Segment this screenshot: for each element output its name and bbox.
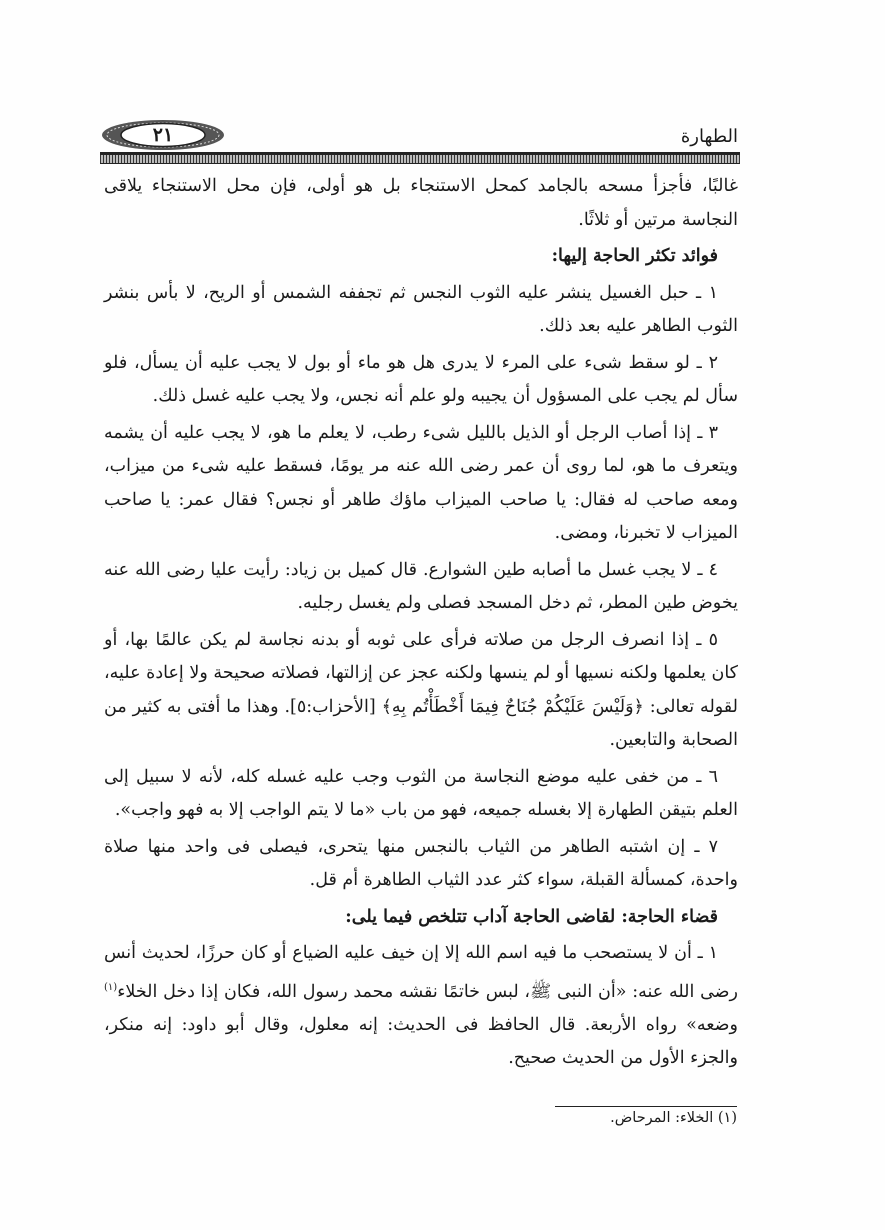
- footnote: (١) الخلاء: المرحاض.: [610, 1110, 737, 1126]
- list-item-text: ١ ـ أن لا يستصحب ما فيه اسم الله إلا إن خيف عليه الضياع أو كان حرزًا، لحديث أنس رضى الله عنه: «أن النبى ﷺ، لبس خاتمًا نقشه محمد رسول الله، فكان إذا دخل الخلاء: [104, 943, 738, 1002]
- list-item: ٣ ـ إذا أصاب الرجل أو الذيل بالليل شىء رطب، لا يعلم ما هو، لا يجب عليه أن يشمه ويتعرف ما هو، لما روى أن عمر رضى الله عنه مر يومًا، فسقط عليه شىء من ميزاب، ومعه صاحب له فقال: يا صاحب الميزاب ماؤك طاهر أو نجس؟ فقال عمر: يا صاحب الميزاب لا تخبرنا، ومضى.: [104, 422, 738, 543]
- paragraph-continuation: غالبًا، فأجزأ مسحه بالجامد كمحل الاستنجاء بل هو أولى، فإن محل الاستنجاء يلاقى النجاسة مرتين أو ثلاثًا.: [104, 176, 738, 230]
- page-number-ornament: [100, 118, 226, 152]
- running-title: الطهارة: [680, 126, 738, 147]
- footnote-divider: [555, 1106, 737, 1107]
- section-subheading: قضاء الحاجة: لقاضى الحاجة آداب تتلخص فيما يلى:: [345, 906, 718, 927]
- list-item: ٦ ـ من خفى عليه موضع النجاسة من الثوب وجب عليه غسله كله، لأنه لا سبيل إلى العلم بتيقن الطهارة إلا بغسله جميعه، فهو من باب «ما لا يتم الواجب إلا به فهو واجب».: [104, 766, 738, 820]
- list-item: ٤ ـ لا يجب غسل ما أصابه طين الشوارع. قال كميل بن زياد: رأيت عليا رضى الله عنه يخوض طين المطر، ثم دخل المسجد فصلى ولم يغسل رجليه.: [104, 559, 738, 613]
- header-divider: [100, 152, 740, 164]
- list-item: [104, 937, 738, 1076]
- footnote-marker: (١): [104, 981, 118, 993]
- list-item: ٧ ـ إن اشتبه الطاهر من الثياب بالنجس منها يتحرى، فيصلى فى واحد منها صلاة واحدة، كمسألة القبلة، سواء كثر عدد الثياب الطاهرة أم قل.: [104, 836, 738, 890]
- list-item: ٥ ـ إذا انصرف الرجل من صلاته فرأى على ثوبه أو بدنه نجاسة لم يكن عالمًا بها، أو كان يعلمها ولكنه نسيها أو لم ينسها ولكنه عجز عن إزالتها، فصلاته صحيحة ولا إعادة عليه، لقوله تعالى: ﴿وَلَيْسَ عَلَيْكُمْ جُنَاحٌ فِيمَا أَخْطَأْتُم بِهِ﴾ [الأحزاب:٥]. وهذا ما أفتى به كثير من الصحابة والتابعين.: [104, 629, 738, 750]
- section-subheading: فوائد تكثر الحاجة إليها:: [551, 246, 718, 266]
- list-item: ١ ـ حبل الغسيل ينشر عليه الثوب النجس ثم تجففه الشمس أو الريح، لا بأس بنشر الثوب الطاهر عليه بعد ذلك.: [104, 282, 738, 336]
- body-text: [104, 170, 738, 1079]
- list-item: ٢ ـ لو سقط شىء على المرء لا يدرى هل هو ماء أو بول لا يجب عليه أن يسأل، فلو سأل لم يجب على المسؤول أن يجيبه ولو علم أنه نجس، ولا يجب عليه غسل ذلك.: [104, 352, 738, 406]
- page-number: ٢١: [152, 124, 174, 146]
- list-item-text: وضعه» رواه الأربعة. قال الحافظ فى الحديث: إنه معلول، وقال أبو داود: إنه منكر، والجزء الأول من الحديث صحيح.: [104, 1014, 738, 1069]
